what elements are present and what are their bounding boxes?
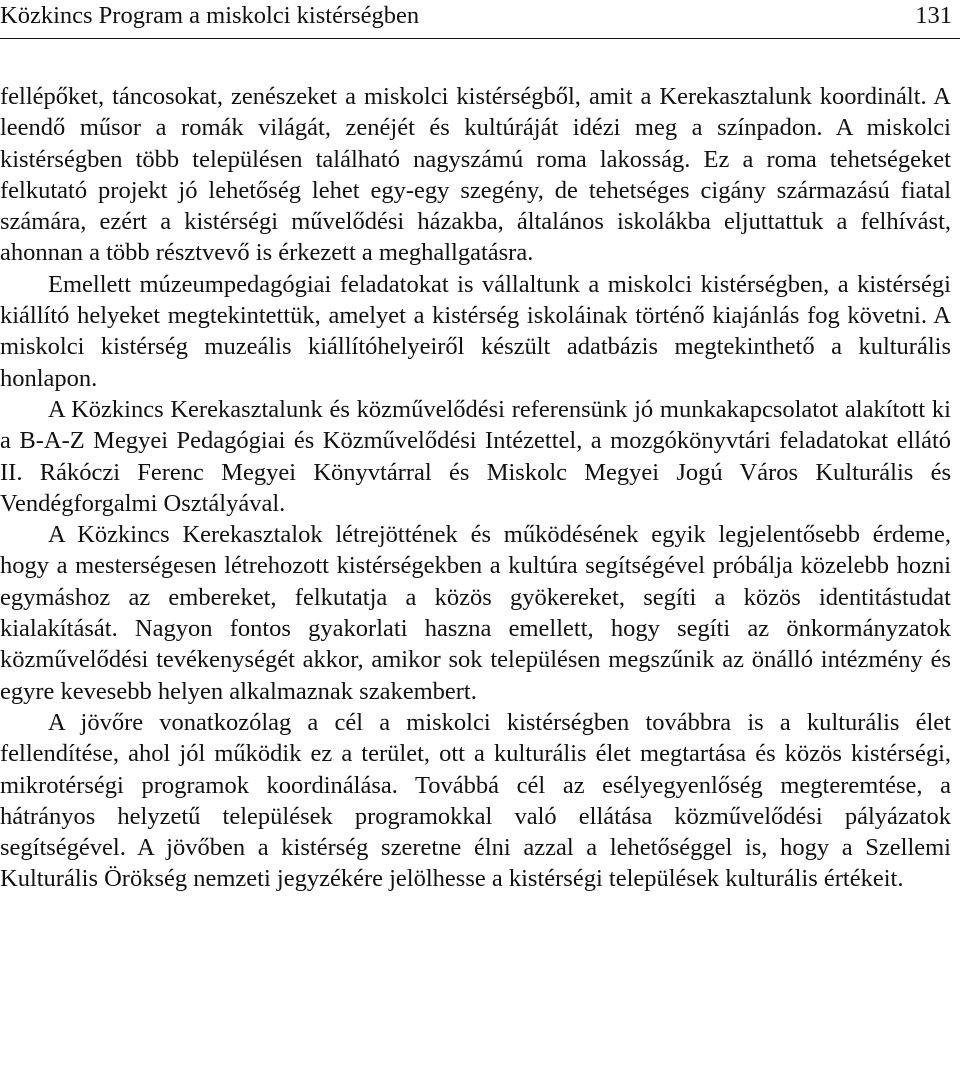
paragraph: Emellett múzeumpedagógiai feladatokat is vállaltunk a miskolci kistérségben, a kistérségi kiállító helyeket megtekintettük, amelyet a kistérség iskoláinak történő kiajánlás fog követni. A miskolci kistérség muzeális kiállítóhelyeiről készült adatbázis megtekinthető a kulturális honlapon. bbox=[0, 270, 951, 392]
header-rule bbox=[0, 38, 960, 39]
paragraph: A Közkincs Kerekasztalunk és közművelődési referensünk jó munkakapcsolatot alakított ki a B-A-Z Megyei Pedagógiai és Közművelődési Intézettel, a mozgókönyvtári feladatokat ellátó II. Rákóczi Ferenc Megyei Könyvtárral és Miskolc Megyei Jogú Város Kulturális és Vendégforgalmi Osztályával. bbox=[0, 395, 951, 517]
page-number: 131 bbox=[915, 2, 952, 29]
running-header-title: Közkincs Program a miskolci kistérségben bbox=[0, 2, 420, 29]
paragraph: A jövőre vonatkozólag a cél a miskolci kistérségben továbbra is a kulturális élet fellendítése, ahol jól működik ez a terület, ott a kulturális élet megtartása és közös kistérségi, mikrotérségi programok koordinálása. Továbbá cél az esélyegyenlőség megteremtése, a hátrányos helyzetű települések programokkal való ellátása közművelődési pályázatok segítségével. A jövőben a kistérség szeretne élni azzal a lehetőséggel is, hogy a Szellemi Kulturális Örökség nemzeti jegyzékére jelölhesse a kistérségi települések kulturális értékeit. bbox=[0, 708, 951, 893]
body-text bbox=[0, 81, 951, 895]
paragraph-continued: fellépőket, táncosokat, zenészeket a miskolci kistérségből, amit a Kerekasztalunk koordinált. A leendő műsor a romák világát, zenéjét és kultúráját idézi meg a színpadon. A miskolci kistérségben több településen található nagyszámú roma lakosság. Ez a roma tehetségeket felkutató projekt jó lehetőség lehet egy-egy szegény, de tehetséges cigány származású fiatal számára, ezért a kistérségi művelődési házakba, általános iskolákba eljuttattuk a felhívást, ahonnan a több résztvevő is érkezett a meghallgatásra. bbox=[0, 83, 951, 267]
running-header bbox=[0, 0, 960, 34]
paragraph: A Közkincs Kerekasztalok létrejöttének és működésének egyik legjelentősebb érdeme, hogy a mesterségesen létrehozott kistérségekben a kultúra segítségével próbálja közelebb hozni egymáshoz az embereket, felkutatja a közös gyökereket, segíti a közös identitástudat kialakítását. Nagyon fontos gyakorlati haszna emellett, hogy segíti az önkormányzatok közművelődési tevékenységét akkor, amikor sok településen megszűnik az önálló intézmény és egyre kevesebb helyen alkalmaznak szakembert. bbox=[0, 521, 951, 705]
